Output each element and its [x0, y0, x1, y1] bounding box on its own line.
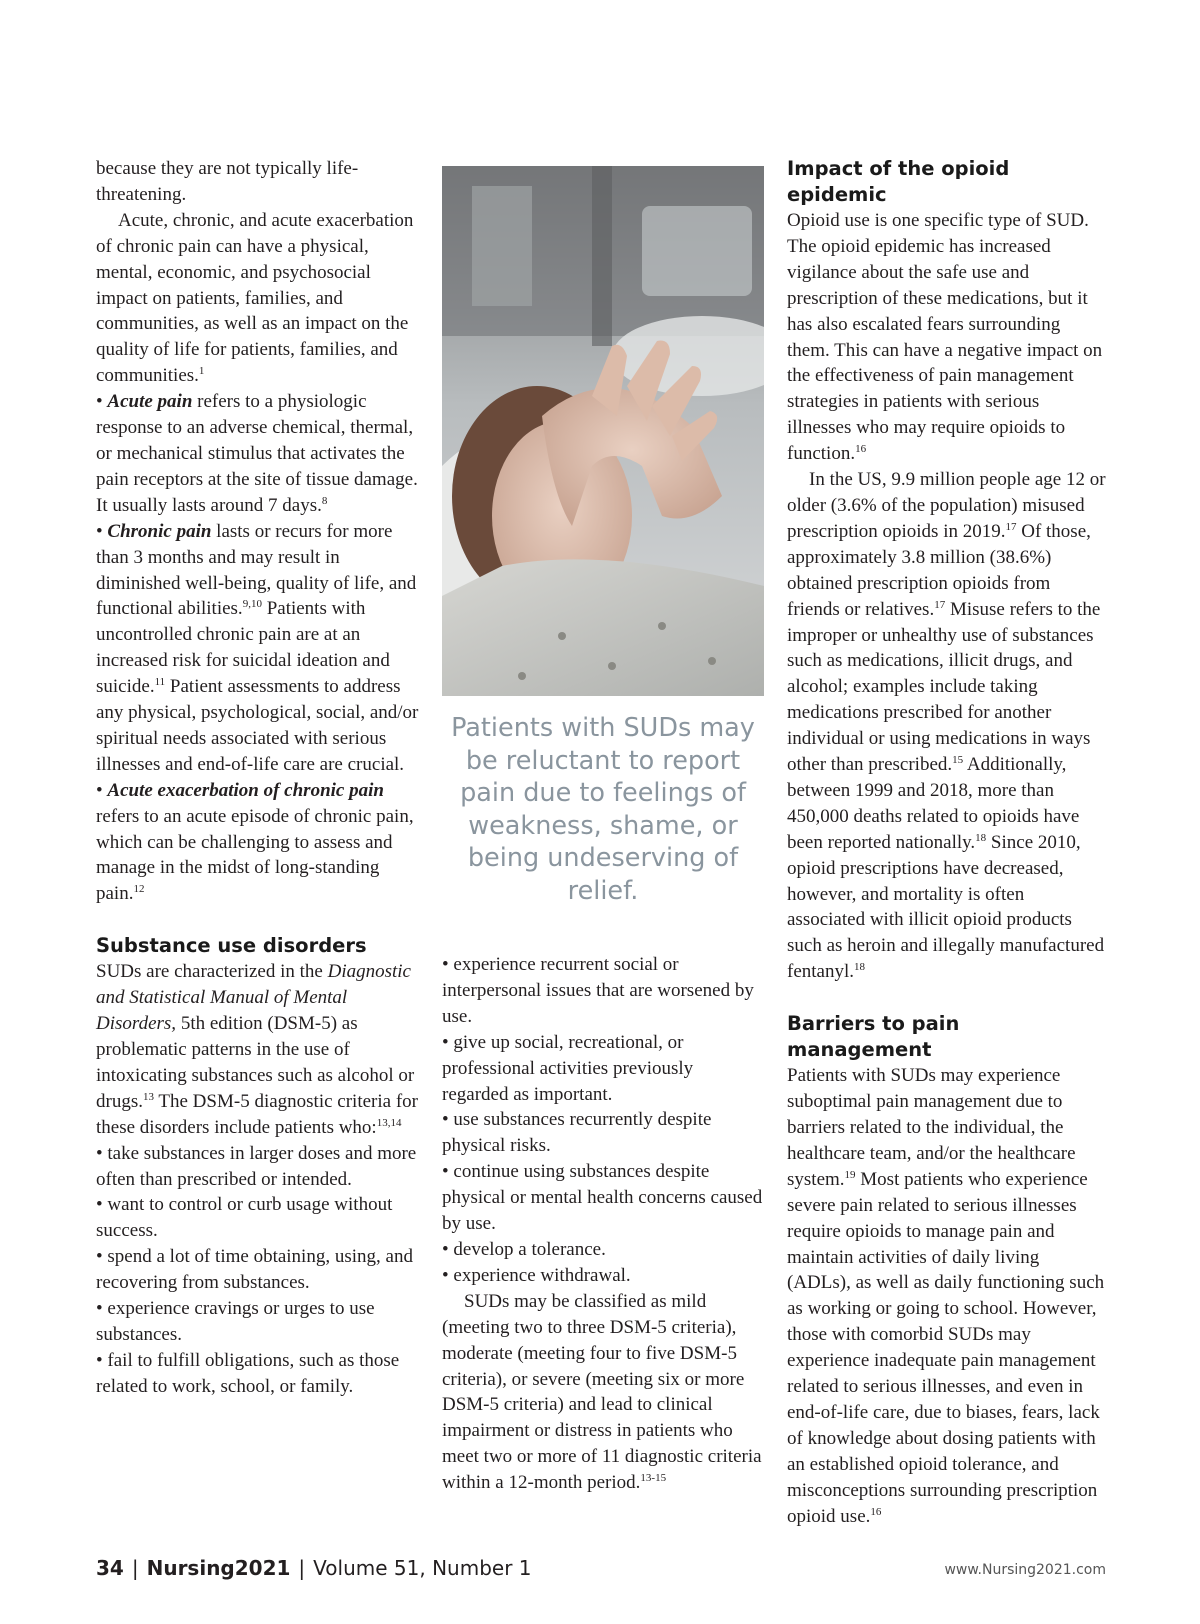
- section-heading: Substance use disorders: [96, 934, 367, 958]
- list-item: • continue using substances despite physical or mental health concerns caused by use.: [442, 1161, 763, 1235]
- reference-mark: 13,14: [376, 1116, 402, 1129]
- reference-mark: 15: [952, 754, 964, 767]
- list-item: • fail to fulfill obligations, such as those related to work, school, or family.: [96, 1349, 400, 1397]
- list-item: • experience cravings or urges to use substances.: [96, 1298, 375, 1345]
- page-number: 34: [96, 1556, 124, 1580]
- bullet-item: • Chronic pain lasts or recurs for more than 3 months and may result in diminished well-being, quality of life, and functional abilities.$^{9,10}$ Patients with uncontrolled chronic pain are at an increased risk for suicidal ideation and suicide.$^{11}$ Patient assessments to address any physical, psychological, social, and/or spiritual needs associated with serious illnesses and end-of-life care are crucial.: [96, 520, 419, 775]
- list-item: • experience withdrawal.: [442, 1264, 631, 1286]
- paragraph: Acute, chronic, and acute exacerbation of chronic pain can have a physical, mental, economic, and psychosocial impact on patients, families, and communities, as well as an impact on the quality of life for patients, families, and communities.$^1$: [96, 209, 414, 387]
- reference-mark: 13-15: [640, 1472, 667, 1485]
- footer-url: www.Nursing2021.com: [944, 1562, 1106, 1578]
- reference-mark: 13: [142, 1090, 154, 1103]
- paragraph: Opioid use is one specific type of SUD. The opioid epidemic has increased vigilance about the safe use and prescription of these medications, but it has also escalated fears surrounding them. This can have a negative impact on the effectiveness of pain management strategies in patients with serious illnesses who may require opioids to function.$^{16}$: [787, 210, 1103, 465]
- reference-mark: 17: [934, 598, 946, 611]
- list-item: • spend a lot of time obtaining, using, and recovering from substances.: [96, 1246, 413, 1294]
- reference-mark: 8: [321, 494, 328, 507]
- page-footer: [96, 1556, 532, 1580]
- paragraph: because they are not typically life-threatening.: [96, 158, 359, 205]
- volume-info: Volume 51, Number 1: [313, 1556, 532, 1580]
- list-item: • take substances in larger doses and more often than prescribed or intended.: [96, 1142, 417, 1190]
- bullet-item: • Acute pain refers to a physiologic response to an adverse chemical, thermal, or mechanical stimulus that activates the pain receptors at the site of tissue damage. It usually lasts around 7 days.$^8$: [96, 391, 418, 516]
- separator: |: [131, 1556, 139, 1580]
- column-2: [442, 952, 764, 1496]
- reference-mark: 19: [844, 1168, 856, 1181]
- section-heading: Impact of the opioid epidemic: [787, 157, 1010, 206]
- reference-mark: 16: [870, 1505, 882, 1518]
- reference-mark: 9,10: [242, 598, 262, 611]
- list-item: • want to control or curb usage without success.: [96, 1194, 393, 1242]
- paragraph: Patients with SUDs may experience suboptimal pain management due to barriers related to the individual, the healthcare team, and/or the healthcare system.$^{19}$ Most patients who experience severe pain related to serious illnesses require opioids to manage pain and maintain activities of daily living (ADLs), as well as daily functioning such as working or going to school. However, those with comorbid SUDs may experience inadequate pain management related to serious illnesses, and even in end-of-life care, due to biases, fears, lack of knowledge about dosing patients with an established opioid tolerance, and misconceptions surrounding prescription opioid use.$^{16}$: [787, 1065, 1105, 1527]
- list-item: • give up social, recreational, or professional activities previously regarded as important.: [442, 1031, 694, 1105]
- reference-mark: 18: [854, 961, 866, 974]
- bullet-item: • Acute exacerbation of chronic pain refers to an acute episode of chronic pain, which can be challenging to assess and manage in the midst of long-standing pain.$^{12}$: [96, 779, 414, 905]
- reference-mark: 17: [1005, 520, 1017, 533]
- pull-quote: Patients with SUDs may be reluctant to report pain due to feelings of weakness, shame, or being undeserving of relief.: [451, 713, 755, 906]
- journal-name: Nursing2021: [146, 1556, 291, 1580]
- patient-photo: [442, 166, 764, 696]
- reference-mark: 18: [975, 831, 987, 844]
- list-item: • develop a tolerance.: [442, 1238, 606, 1260]
- column-1: [96, 156, 424, 1400]
- reference-mark: 12: [133, 883, 145, 896]
- section-heading: Barriers to pain management: [787, 1012, 960, 1062]
- separator: |: [298, 1556, 306, 1580]
- list-item: • experience recurrent social or interpersonal issues that are worsened by use.: [442, 954, 754, 1027]
- column-3: [787, 156, 1107, 1530]
- list-item: • use substances recurrently despite physical risks.: [442, 1109, 712, 1157]
- reference-mark: 11: [154, 676, 166, 689]
- paragraph: SUDs may be classified as mild (meeting two to three DSM-5 criteria), moderate (meeting four to five DSM-5 criteria), or severe (meeting six or more DSM-5 criteria) and lead to clinical impairment or distress in patients who meet two or more of 11 diagnostic criteria within a 12-month period.$^{13-15}$: [442, 1290, 762, 1494]
- reference-mark: 16: [855, 443, 867, 456]
- reference-mark: 1: [198, 365, 205, 378]
- paragraph: In the US, 9.9 million people age 12 or older (3.6% of the population) misused prescription opioids in 2019.17 Of those, approximately 3.8 million (38.6%) obtained prescription opioids from friends or relatives.$^{17}$ Misuse refers to the improper or unhealthy use of substances such as medications, illicit drugs, and alcohol; examples include taking medications prescribed for another individual or using medications in ways other than prescribed.$^{15}$ Additionally, between 1999 and 2018, more than 450,000 deaths related to opioids have been reported nationally.$^{18}$ Since 2010, opioid prescriptions have decreased, however, and mortality is often associated with illicit opioid products such as heroin and illegally manufactured fentanyl.$^{18}$: [787, 469, 1106, 983]
- paragraph: SUDs are characterized in the Diagnostic and Statistical Manual of Mental Disorders, 5th edition (DSM-5) as problematic patterns in the use of intoxicating substances such as alcohol or drugs.$^{13}$ The DSM-5 diagnostic criteria for these disorders include patients who:$^{13,14}$: [96, 961, 418, 1138]
